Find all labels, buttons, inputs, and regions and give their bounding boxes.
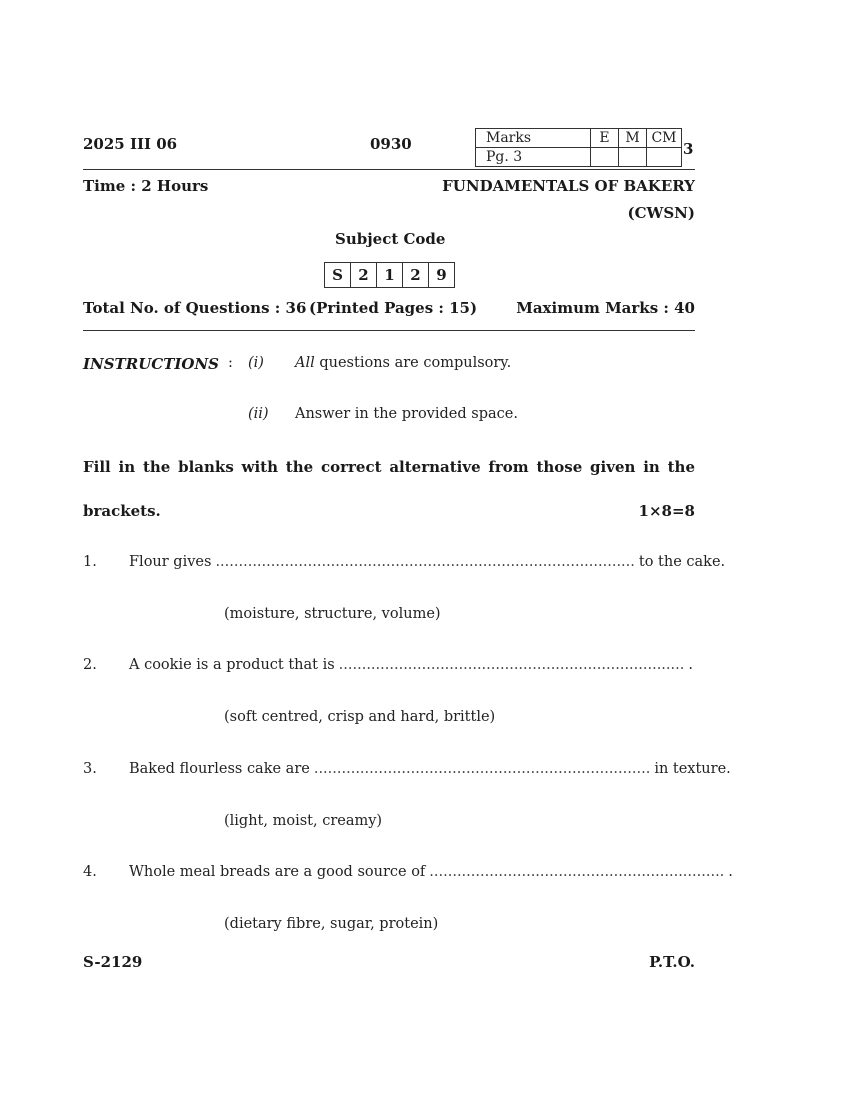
instruction-number: (i) [248, 355, 264, 371]
time-allowed: Time : 2 Hours [83, 177, 209, 195]
question-options: (light, moist, creamy) [224, 813, 383, 829]
instruction-text: questions are compulsory. [314, 355, 512, 371]
question-line [129, 554, 726, 570]
question-options: (soft centred, crisp and hard, brittle) [224, 709, 496, 725]
page-label: Pg. 3 [476, 148, 591, 167]
question-options: (moisture, structure, volume) [224, 606, 441, 622]
subject-code-char: S [325, 263, 351, 287]
question-text-end: . [688, 657, 693, 673]
marks-label: Marks [476, 129, 591, 148]
marks-col-cm: CM [647, 129, 682, 148]
marks-col-m: M [619, 129, 647, 148]
question-text: A cookie is a product that is [129, 657, 335, 673]
subject-code-char: 9 [436, 266, 447, 284]
question-number: 4. [83, 864, 97, 880]
subject-title: FUNDAMENTALS OF BAKERY [442, 177, 695, 195]
question-options: (dietary fibre, sugar, protein) [224, 916, 439, 932]
answer-blank[interactable]: ......................................................................... [313, 761, 651, 777]
total-questions: Total No. of Questions : 36 [83, 299, 307, 317]
marks-cell-e [591, 148, 619, 167]
header-bottom-rule [83, 330, 695, 331]
question-text-end: to the cake. [638, 554, 726, 570]
question-line [129, 864, 733, 880]
time-code: 0930 [370, 135, 412, 153]
answer-blank[interactable]: ........................................................................................... [215, 554, 635, 570]
instruction-item [295, 355, 511, 371]
question-line [129, 657, 693, 673]
question-text: Baked flourless cake are [129, 761, 310, 777]
question-text-end: . [728, 864, 733, 880]
section-heading-continued: brackets. [83, 502, 161, 520]
subject-code-char: 2 [403, 263, 429, 287]
subject-category: (CWSN) [627, 204, 695, 222]
page-number: 3 [683, 140, 694, 158]
subject-code-boxes [324, 262, 455, 288]
section-marks: 1×8=8 [638, 502, 695, 520]
question-number: 3. [83, 761, 97, 777]
exam-code: 2025 III 06 [83, 135, 178, 153]
question-line [129, 761, 731, 777]
question-text: Flour gives [129, 554, 212, 570]
footer-code: S-2129 [83, 953, 143, 971]
question-text-end: in texture. [654, 761, 731, 777]
footer-pto: P.T.O. [649, 953, 695, 971]
marks-cell-cm [647, 148, 682, 167]
subject-code-label: Subject Code [335, 230, 446, 248]
instructions-colon: : [228, 355, 233, 371]
printed-pages: (Printed Pages : 15) [309, 299, 478, 317]
question-number: 1. [83, 554, 97, 570]
instruction-emphasis: All [295, 355, 315, 371]
answer-blank[interactable]: ........................................................................... [338, 657, 685, 673]
section-heading: Fill in the blanks with the correct alternative from those given in the [83, 458, 695, 476]
maximum-marks: Maximum Marks : 40 [516, 299, 695, 317]
instruction-text: Answer in the provided space. [295, 406, 518, 422]
marks-table [475, 128, 682, 167]
subject-code-char: 1 [377, 263, 403, 287]
subject-code-char: 2 [351, 263, 377, 287]
header-rule [83, 169, 695, 170]
marks-col-e: E [591, 129, 619, 148]
instructions-label: INSTRUCTIONS [83, 355, 219, 373]
answer-blank[interactable]: ................................................................ [429, 864, 725, 880]
marks-cell-m [619, 148, 647, 167]
question-number: 2. [83, 657, 97, 673]
instruction-number: (ii) [248, 406, 269, 422]
question-text: Whole meal breads are a good source of [129, 864, 426, 880]
